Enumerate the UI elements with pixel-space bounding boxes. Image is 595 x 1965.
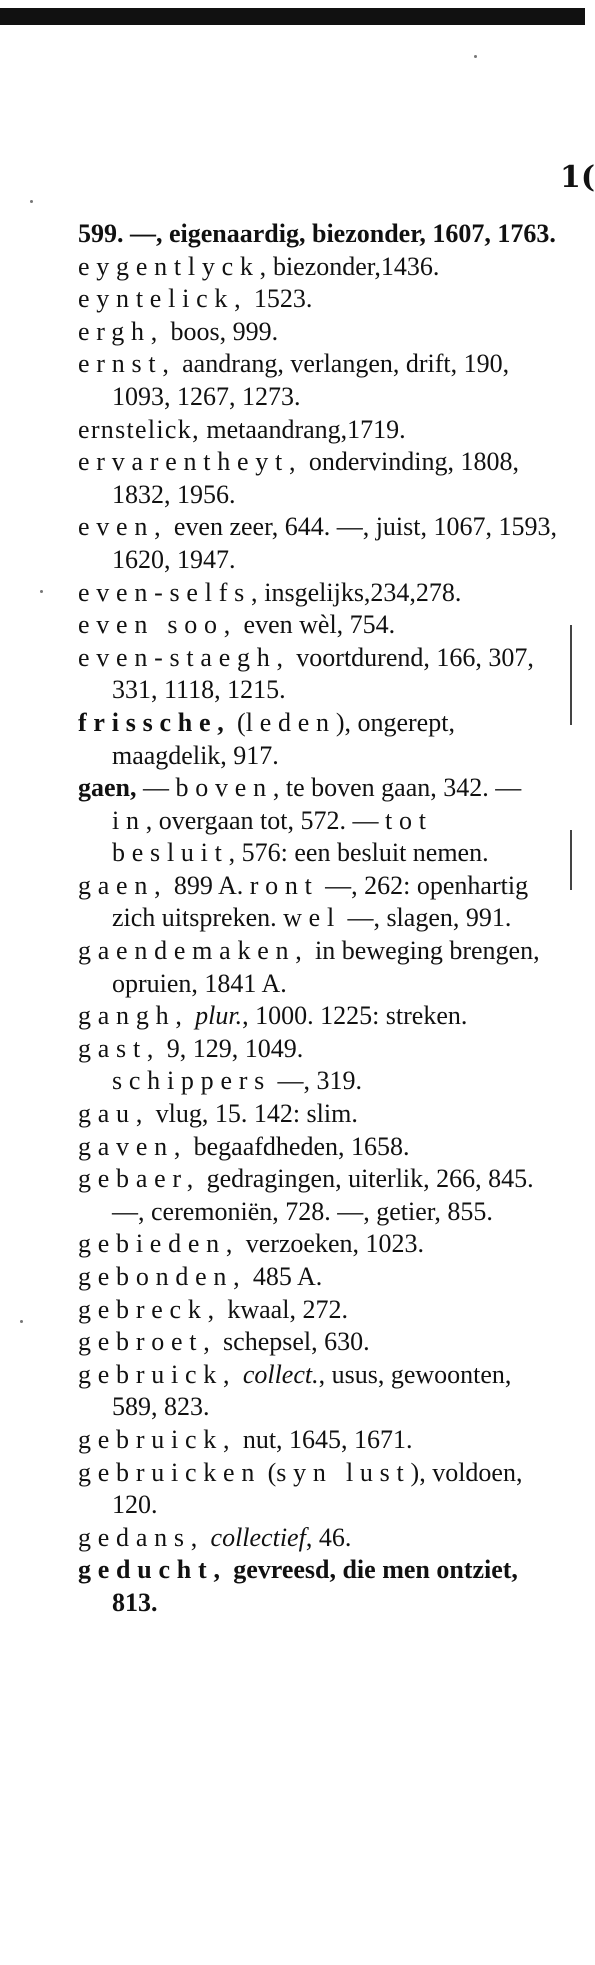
entry-gangh [78,1000,563,1033]
entry-even-soo [78,609,563,642]
entry-gloss: biezonder,1436. [272,251,440,281]
headword: frissche, [78,707,231,737]
headword: even-selfs, [78,577,265,607]
headword: ernst, [78,349,176,379]
entry-gloss: vlug, 15. 142: slim. [149,1099,358,1129]
headword: gebieden, [78,1229,240,1259]
headword: gau, [78,1099,150,1129]
headword: gast, [78,1033,161,1063]
entry-gloss: aandrang, verlangen, drift, 190, 1093, 1267, 1273. [112,349,510,411]
headword: even-staegh, [78,642,290,672]
entry-gloss: 9, 129, 1049. [160,1033,304,1063]
headword: gangh, [78,1001,189,1031]
sub-headword: in [112,805,146,835]
entry-gloss: nut, 1645, 1671. [236,1424,413,1454]
headword: gebreck, [78,1294,221,1324]
entry-gloss: —, 319. [271,1066,363,1096]
entry-gedans [78,1522,563,1555]
entry-gloss: in beweging brengen, opruien, 1841 A. [112,936,540,998]
entry-gebruick-1 [78,1359,563,1424]
sub-headword: leden [245,707,336,737]
print-speck [40,590,43,593]
headword: gaven, [78,1131,188,1161]
entry-gloss: kwaal, 272. [220,1294,348,1324]
entry-gloss: eigenaardig, biezonder, 1607, 1763. [169,219,556,248]
entry-gloss: ( [261,1457,277,1487]
sub-headword: syn lust [276,1457,411,1487]
entry-599 [78,218,563,251]
entry-gloss: 899 A. [167,870,250,900]
entry-gau [78,1098,563,1131]
entry-prefix: 599. —, [78,219,169,248]
entry-gloss: , te boven gaan, 342. — [272,773,522,803]
entry-gloss: gedragingen, uiterlik, 266, 845. —, ceremoniën, 728. —, getier, 855. [112,1164,534,1226]
headword: eyntelick, [78,284,248,314]
headword: even, [78,512,168,542]
entry-gloss: voortdurend, 166, 307, 331, 1118, 1215. [112,642,534,705]
entry-gloss: —, 262: openhartig zich uitspreken. [112,870,529,933]
entry-ergh [78,316,563,349]
headword: ernstelick, [78,414,200,444]
entry-ernst [78,348,563,413]
headword: gaen, [78,870,168,900]
entry-gloss: 485 A. [246,1262,323,1291]
margin-rule [570,625,572,725]
italic-note: plur. [195,1001,243,1031]
entry-gloss: ), voldoen, 120. [112,1457,523,1520]
entry-frissche [78,707,563,772]
headword: gaen, [78,773,137,803]
headword: gedans, [78,1522,205,1552]
entry-gloss: gevreesd, die men ontziet, 813. [112,1555,518,1617]
entry-gaven [78,1131,563,1164]
entry-gebroet [78,1326,563,1359]
print-speck [474,55,477,58]
entry-gloss: ondervinding, 1808, 1832, 1956. [112,447,519,509]
entry-even [78,511,563,576]
entry-gaen-2 [78,870,563,935]
entry-ervarentheyt [78,446,563,511]
entry-gebruick-2 [78,1424,563,1457]
sub-headword: tot besluit [112,805,433,868]
entry-list [78,218,563,1620]
headword: gaendemaken, [78,936,309,966]
entry-gloss: , 46. [305,1522,352,1552]
entry-schippers [78,1065,563,1098]
headword: eygentlyck, [78,251,273,281]
entry-gloss: begaafdheden, 1658. [187,1131,410,1161]
entry-gloss: , usus, gewoonten, 589, 823. [112,1359,512,1422]
headword: gebruick, [78,1359,237,1389]
headword: schippers [112,1066,272,1096]
entry-gloss: even zeer, 644. —, juist, 1067, 1593, 1620, 1947. [112,512,557,574]
entry-gaendemaken [78,935,563,1000]
entry-gloss: even wèl, 754. [237,610,396,640]
headword: gebruicken [78,1457,262,1487]
entry-gebruicken [78,1457,563,1522]
headword: gebaer, [78,1164,201,1194]
entry-gloss: — [136,773,176,803]
entry-gloss: ), ongerept, maagdelik, 917. [112,707,455,770]
entry-even-staegh [78,642,563,707]
entry-geducht [78,1554,563,1619]
entry-gebaer [78,1163,563,1228]
entry-even-selfs [78,577,563,610]
entry-gloss: verzoeken, 1023. [239,1229,425,1259]
headword: ergh, [78,316,165,346]
entry-gloss: —, slagen, 991. [340,903,512,933]
entry-gloss: , 576: een besluit nemen. [228,838,489,868]
sub-headword: ront [249,870,319,900]
entry-gebonden [78,1261,563,1294]
headword: gebonden, [78,1262,247,1291]
italic-note: collect. [242,1359,319,1389]
sub-headword: boven [175,773,273,803]
print-speck [20,1320,23,1323]
margin-rule [570,830,572,890]
entry-eyntelick [78,283,563,316]
top-rule [0,8,585,25]
headword: geducht, [78,1555,227,1585]
entry-gloss: insgelijks,234,278. [264,577,462,607]
headword: gebruick, [78,1424,237,1454]
entry-gloss: ( [230,707,246,737]
entry-gaen-1 [78,772,563,870]
entry-gloss: , overgaan tot, 572. — [145,805,386,835]
entry-gebreck [78,1294,563,1327]
entry-gast [78,1033,563,1066]
entry-gloss: 1523. [247,284,313,314]
headword: ervarentheyt, [78,447,303,477]
entry-gloss: boos, 999. [164,316,279,346]
headword: gebroet, [78,1327,217,1357]
headword: even soo, [78,610,238,640]
entry-gebieden [78,1228,563,1261]
sub-headword: wel [283,903,341,933]
print-speck [30,200,33,203]
italic-note: collectief [210,1522,306,1552]
entry-gloss: , 1000. 1225: streken. [242,1001,468,1031]
entry-ernstelick [78,414,563,447]
entry-eygentlyck [78,251,563,284]
entry-gloss: metaandrang,1719. [199,414,406,444]
entry-gloss: schepsel, 630. [216,1327,370,1357]
page-number: 1( [560,160,595,195]
